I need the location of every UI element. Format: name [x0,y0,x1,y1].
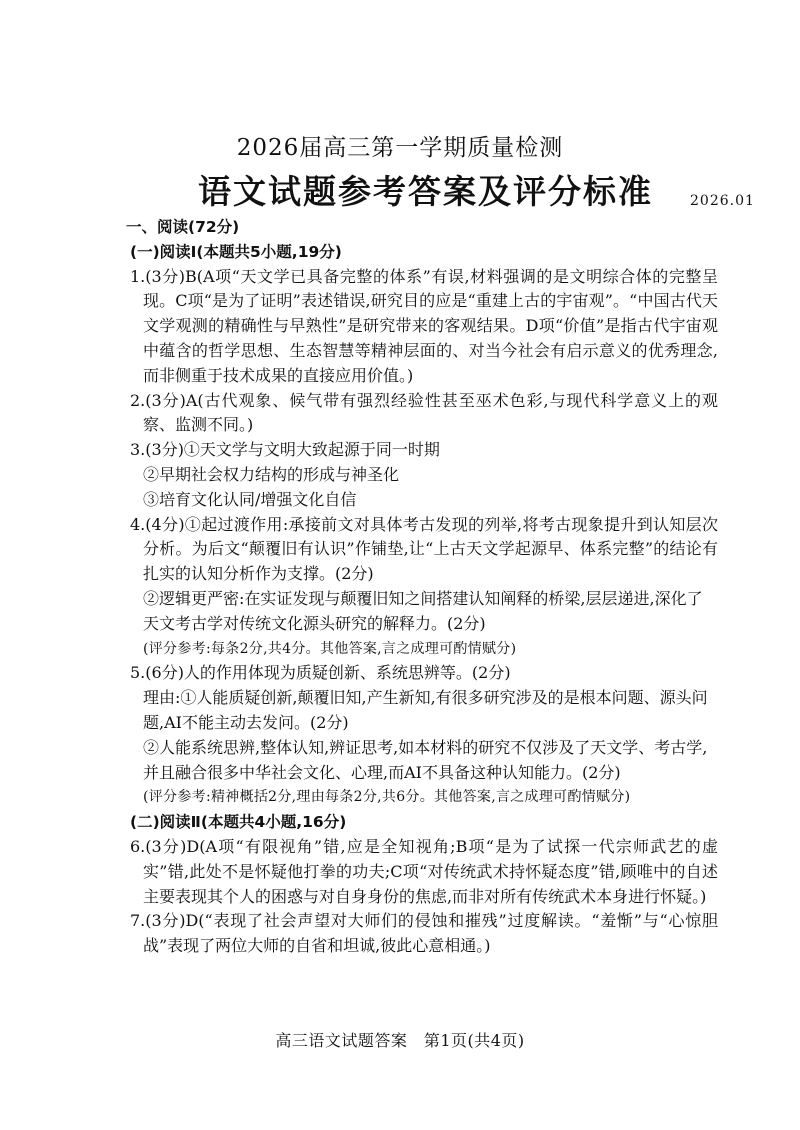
section-heading-reading: 一、阅读(72分) [126,218,240,236]
answer-q3-line2: ②早期社会权力结构的形成与神圣化 [143,464,400,484]
answer-q5-scoring-note: (评分参考:精神概括2分,理由每条2分,共6分。其他答案,言之成理可酌情赋分) [143,789,631,806]
document-title: 语文试题参考答案及评分标准 [198,172,653,211]
page-footer: 高三语文试题答案 第1页(共4页) [275,1031,525,1050]
answer-q3-line3: ③培育文化认同/增强文化自信 [143,489,357,509]
answer-q6: 6.(3分)D(A项“有限视角”错,应是全知视角;B项“是为了试探一代宗师武艺的虚实”错,此处不是怀疑他打拳的功夫;C项“对传统武术持怀疑态度”错,顾唯中的自述主要表现其个人的困惑与对自身身份的焦虑,而非对所有传统武术本身进行怀疑。) [130,836,718,906]
answer-q3-line1: 3.(3分)①天文学与文明大致起源于同一时期 [130,440,440,460]
answer-q1: 1.(3分)B(A项“天文学已具备完整的体系”有误,材料强调的是文明综合体的完整呈现。C项“是为了证明”表述错误,研究目的应是“重建上古的宇宙观”。“中国古代天文学观测的精确性与早熟性”是研究带来的客观结果。D项“价值”是指古代宇宙观中蕴含的哲学思想、生态智慧等精神层面的、对当今社会有启示意义的优秀理念,而非侧重于技术成果的直接应用价值。) [130,266,718,385]
answer-q2: 2.(3分)A(古代观象、候气带有强烈经验性甚至巫术色彩,与现代科学意义上的观察、监测不同。) [130,390,718,435]
answer-q5-reason1: 理由:①人能质疑创新,颠覆旧知,产生新知,有很多研究涉及的是根本问题、源头问题,AI不能主动去发问。(2分) [143,688,708,732]
answer-q4-point2: ②逻辑更严密:在实证发现与颠覆旧知之间搭建认知阐释的桥梁,层层递进,深化了天文考古学对传统文化源头研究的解释力。(2分) [143,588,703,633]
exam-title: 2026届高三第一学期质量检测 [236,135,564,161]
answer-content [126,215,718,959]
answer-q7: 7.(3分)D(“表现了社会声望对大师们的侵蚀和摧残”过度解读。“羞惭”与“心惊胆战”表现了两位大师的自省和坦诚,彼此心意相通。) [130,911,718,956]
subsection-heading-reading-1: (一)阅读Ⅰ(本题共5小题,19分) [130,242,342,261]
subsection-heading-reading-2: (二)阅读Ⅱ(本题共4小题,16分) [130,813,347,832]
answer-q5-main: 5.(6分)人的作用体现为质疑创新、系统思辨等。(2分) [130,663,511,683]
answer-q4-scoring-note: (评分参考:每条2分,共4分。其他答案,言之成理可酌情赋分) [143,640,517,657]
document-date: 2026.01 [690,193,755,209]
answer-q4-point1: 4.(4分)①起过渡作用:承接前文对具体考古发现的列举,将考古现象提升到认知层次分析。为后文“颠覆旧有认识”作铺垫,让“上古天文学起源早、体系完整”的结论有扎实的认知分析作为支撑。(2分) [130,514,718,584]
answer-q5-reason2: ②人能系统思辨,整体认知,辨证思考,如本材料的研究不仅涉及了天文学、考古学,并且融合很多中华社会文化、心理,而AI不具备这种认知能力。(2分) [143,737,708,782]
